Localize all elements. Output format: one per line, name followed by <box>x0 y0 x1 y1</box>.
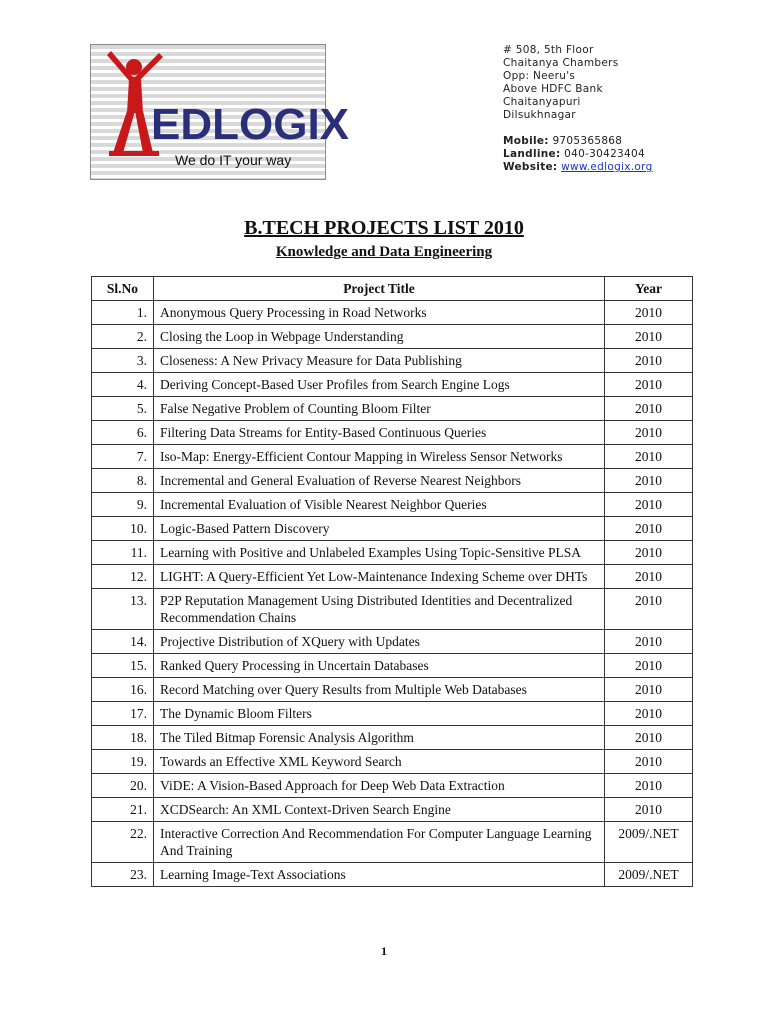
table-header-row <box>92 277 693 301</box>
page-subtitle: Knowledge and Data Engineering <box>275 244 493 260</box>
page-number: 1 <box>381 944 387 958</box>
table-row <box>92 517 693 541</box>
row-number: 9. <box>92 493 154 517</box>
header-project-title: Project Title <box>154 277 605 301</box>
row-title: Interactive Correction And Recommendation For Computer Language Learning And Training <box>154 822 605 863</box>
table-row <box>92 702 693 726</box>
mobile-line <box>503 135 743 148</box>
header-sl-no: Sl.No <box>92 277 154 301</box>
table-row <box>92 863 693 887</box>
row-title: LIGHT: A Query-Efficient Yet Low-Maintenance Indexing Scheme over DHTs <box>154 565 605 589</box>
row-year: 2010 <box>605 421 693 445</box>
table-row <box>92 565 693 589</box>
row-number: 3. <box>92 349 154 373</box>
row-year: 2010 <box>605 517 693 541</box>
row-number: 2. <box>92 325 154 349</box>
row-number: 5. <box>92 397 154 421</box>
row-number: 17. <box>92 702 154 726</box>
page-title: B.TECH PROJECTS LIST 2010 <box>244 217 524 239</box>
row-year: 2010 <box>605 373 693 397</box>
row-title: ViDE: A Vision-Based Approach for Deep Web Data Extraction <box>154 774 605 798</box>
address-line: # 508, 5th Floor <box>503 44 594 56</box>
row-number: 11. <box>92 541 154 565</box>
logo-tagline: We do IT your way <box>175 152 292 168</box>
landline-label: Landline: <box>503 148 561 160</box>
table-row <box>92 630 693 654</box>
row-year: 2010 <box>605 541 693 565</box>
address-line: Chaitanyapuri <box>503 96 581 108</box>
row-year: 2010 <box>605 726 693 750</box>
row-number: 6. <box>92 421 154 445</box>
row-number: 7. <box>92 445 154 469</box>
row-title: Deriving Concept-Based User Profiles from Search Engine Logs <box>154 373 605 397</box>
edlogix-logo <box>90 44 350 180</box>
row-year: 2010 <box>605 589 693 630</box>
row-number: 13. <box>92 589 154 630</box>
row-title: False Negative Problem of Counting Bloom Filter <box>154 397 605 421</box>
company-address <box>503 44 743 174</box>
address-line: Above HDFC Bank <box>503 83 603 95</box>
row-year: 2009/.NET <box>605 822 693 863</box>
table-row <box>92 654 693 678</box>
row-number: 21. <box>92 798 154 822</box>
row-title: Learning Image-Text Associations <box>154 863 605 887</box>
row-title: Incremental and General Evaluation of Reverse Nearest Neighbors <box>154 469 605 493</box>
row-number: 10. <box>92 517 154 541</box>
table-row <box>92 798 693 822</box>
table-row <box>92 373 693 397</box>
row-year: 2010 <box>605 349 693 373</box>
table-row <box>92 301 693 325</box>
row-number: 12. <box>92 565 154 589</box>
table-row <box>92 726 693 750</box>
row-title: Closeness: A New Privacy Measure for Data Publishing <box>154 349 605 373</box>
table-row <box>92 469 693 493</box>
row-year: 2010 <box>605 678 693 702</box>
row-title: The Tiled Bitmap Forensic Analysis Algorithm <box>154 726 605 750</box>
row-year: 2010 <box>605 750 693 774</box>
row-title: Filtering Data Streams for Entity-Based Continuous Queries <box>154 421 605 445</box>
row-year: 2010 <box>605 469 693 493</box>
row-year: 2010 <box>605 798 693 822</box>
row-year: 2010 <box>605 445 693 469</box>
address-line: Chaitanya Chambers <box>503 57 619 69</box>
row-year: 2010 <box>605 774 693 798</box>
row-year: 2010 <box>605 630 693 654</box>
row-title: Incremental Evaluation of Visible Nearest Neighbor Queries <box>154 493 605 517</box>
table-row <box>92 421 693 445</box>
website-line <box>503 161 743 174</box>
row-year: 2010 <box>605 654 693 678</box>
row-number: 1. <box>92 301 154 325</box>
row-title: Logic-Based Pattern Discovery <box>154 517 605 541</box>
row-year: 2010 <box>605 565 693 589</box>
row-year: 2010 <box>605 702 693 726</box>
table-row <box>92 541 693 565</box>
row-number: 23. <box>92 863 154 887</box>
table-row <box>92 678 693 702</box>
table-row <box>92 325 693 349</box>
header-year: Year <box>605 277 693 301</box>
row-number: 19. <box>92 750 154 774</box>
row-year: 2010 <box>605 493 693 517</box>
row-number: 15. <box>92 654 154 678</box>
row-title: Towards an Effective XML Keyword Search <box>154 750 605 774</box>
table-row <box>92 349 693 373</box>
address-line: Dilsukhnagar <box>503 109 576 121</box>
mobile-label: Mobile: <box>503 135 549 147</box>
logo-wordmark: EDLOGIX <box>151 100 350 149</box>
row-year: 2010 <box>605 325 693 349</box>
row-number: 22. <box>92 822 154 863</box>
website-label: Website: <box>503 161 558 173</box>
row-title: Iso-Map: Energy-Efficient Contour Mapping in Wireless Sensor Networks <box>154 445 605 469</box>
projects-table <box>91 276 693 887</box>
row-title: XCDSearch: An XML Context-Driven Search Engine <box>154 798 605 822</box>
table-row <box>92 445 693 469</box>
table-row <box>92 822 693 863</box>
row-title: The Dynamic Bloom Filters <box>154 702 605 726</box>
row-year: 2009/.NET <box>605 863 693 887</box>
table-row <box>92 774 693 798</box>
row-year: 2010 <box>605 397 693 421</box>
row-title: Record Matching over Query Results from Multiple Web Databases <box>154 678 605 702</box>
table-row <box>92 397 693 421</box>
address-line: Opp: Neeru's <box>503 70 576 82</box>
row-number: 8. <box>92 469 154 493</box>
row-number: 18. <box>92 726 154 750</box>
landline-number: 040-30423404 <box>564 148 645 160</box>
table-row <box>92 493 693 517</box>
row-number: 4. <box>92 373 154 397</box>
row-title: Projective Distribution of XQuery with Updates <box>154 630 605 654</box>
landline-line <box>503 148 743 161</box>
row-title: Learning with Positive and Unlabeled Examples Using Topic-Sensitive PLSA <box>154 541 605 565</box>
table-row <box>92 589 693 630</box>
mobile-number: 9705365868 <box>552 135 623 147</box>
website-link[interactable]: www.edlogix.org <box>561 161 653 173</box>
row-title: Anonymous Query Processing in Road Networks <box>154 301 605 325</box>
row-number: 20. <box>92 774 154 798</box>
row-number: 16. <box>92 678 154 702</box>
table-row <box>92 750 693 774</box>
row-title: P2P Reputation Management Using Distributed Identities and Decentralized Recommendation Chains <box>154 589 605 630</box>
row-number: 14. <box>92 630 154 654</box>
row-title: Ranked Query Processing in Uncertain Databases <box>154 654 605 678</box>
row-title: Closing the Loop in Webpage Understanding <box>154 325 605 349</box>
row-year: 2010 <box>605 301 693 325</box>
